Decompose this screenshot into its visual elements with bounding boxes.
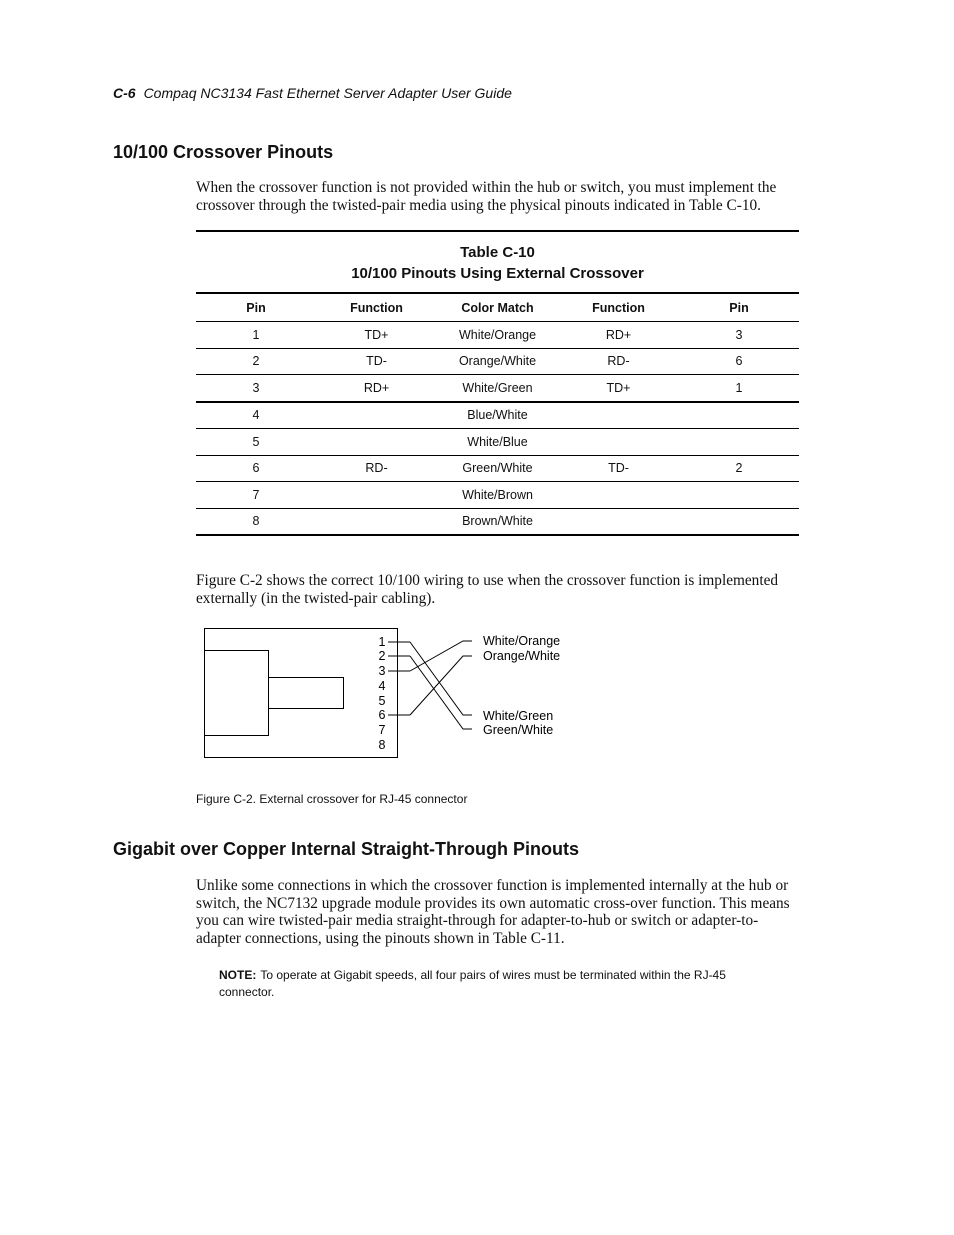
wiring-diagram [196,620,596,760]
wire-pin2 [410,656,472,729]
table-title: 10/100 Pinouts Using External Crossover [351,265,644,282]
table-cell: TD- [558,455,679,482]
table-cell: 3 [196,375,316,402]
document-title: Compaq NC3134 Fast Ethernet Server Adapter User Guide [143,85,512,101]
pin-label: 5 [378,694,386,708]
pin-label: 6 [378,708,386,722]
crossover-wiring-figure [196,620,596,760]
table-cell [316,482,437,509]
note-text: To operate at Gigabit speeds, all four pairs of wires must be terminated within the RJ-45 connector. [219,968,726,999]
table-cell: White/Brown [437,482,558,509]
table-cell [558,508,679,535]
table-cell: 6 [679,348,799,375]
col-header-function-remote: Function [592,300,645,315]
note-label: NOTE: [219,968,257,982]
table-cell: RD- [558,348,679,375]
wire-label: White/Orange [483,634,561,648]
table-cell [558,402,679,429]
section-heading-gigabit: Gigabit over Copper Internal Straight-Through Pinouts [113,839,580,859]
table-cell [679,482,799,509]
table-row [196,375,799,402]
connector-outline [205,629,398,758]
wire-label: White/Green [483,709,554,723]
pin-label: 2 [378,649,386,663]
col-header-pin-remote: Pin [729,300,749,315]
crossover-intro-paragraph: When the crossover function is not provided within the hub or switch, you must implement the crossover through the twisted-pair media using the physical pinouts indicated in Table C-10. [196,179,777,214]
section-heading-crossover: 10/100 Crossover Pinouts [113,142,334,162]
table-cell: 2 [196,348,316,375]
table-cell: 2 [679,455,799,482]
pinout-table-block [196,230,799,536]
table-cell: 5 [196,429,316,456]
table-cell: RD+ [316,375,437,402]
table-row [196,402,799,429]
table-header-row [196,293,799,322]
table-cell: RD- [316,455,437,482]
wire-label: Orange/White [483,649,561,663]
table-row [196,455,799,482]
gigabit-paragraph: Unlike some connections in which the crossover function is implemented internally at the hub or switch, the NC7132 upgrade module provides its own automatic cross-over function. This means you can wire twisted-pair media straight-through for adapter-to-hub or switch or adapter-to-adapter connections, using the pinouts shown in Table C-11. [196,877,790,947]
col-header-color-match: Color Match [461,300,534,315]
table-row [196,429,799,456]
table-cell [558,482,679,509]
pinout-table [196,292,799,536]
col-header-pin: Pin [246,300,266,315]
table-cell: White/Green [437,375,558,402]
table-row [196,482,799,509]
table-cell [316,429,437,456]
table-cell: Green/White [437,455,558,482]
table-cell [316,508,437,535]
table-cell [558,429,679,456]
table-cell: 3 [679,322,799,349]
table-cell: 1 [196,322,316,349]
table-cell [679,508,799,535]
wire-label: Green/White [483,723,554,737]
table-cell: 8 [196,508,316,535]
table-cell: Orange/White [437,348,558,375]
note-block [219,967,739,1001]
pin-label: 7 [378,723,386,737]
pin-label: 3 [378,664,386,678]
running-header [113,85,512,101]
connector-tab [269,678,344,709]
table-number: Table C-10 [460,244,535,261]
figure-caption: Figure C-2. External crossover for RJ-45 connector [196,792,468,806]
table-caption [196,232,799,292]
page-number: C-6 [113,85,136,101]
figure-intro-paragraph: Figure C-2 shows the correct 10/100 wiring to use when the crossover function is implemented externally (in the twisted-pair cabling). [196,572,779,607]
table-cell: 6 [196,455,316,482]
col-header-function: Function [350,300,403,315]
table-cell: 1 [679,375,799,402]
table-row [196,322,799,349]
table-cell: 4 [196,402,316,429]
pin-label: 1 [378,635,386,649]
connector-jack-body [205,651,269,736]
table-cell: TD- [316,348,437,375]
table-cell: White/Orange [437,322,558,349]
pin-label: 8 [378,738,386,752]
pin-label: 4 [378,679,386,693]
table-cell [679,429,799,456]
table-cell: Blue/White [437,402,558,429]
table-cell: White/Blue [437,429,558,456]
table-row [196,348,799,375]
table-cell: TD+ [558,375,679,402]
table-cell: TD+ [316,322,437,349]
table-row [196,508,799,535]
table-cell: Brown/White [437,508,558,535]
table-cell: RD+ [558,322,679,349]
table-cell: 7 [196,482,316,509]
table-cell [316,402,437,429]
table-cell [679,402,799,429]
